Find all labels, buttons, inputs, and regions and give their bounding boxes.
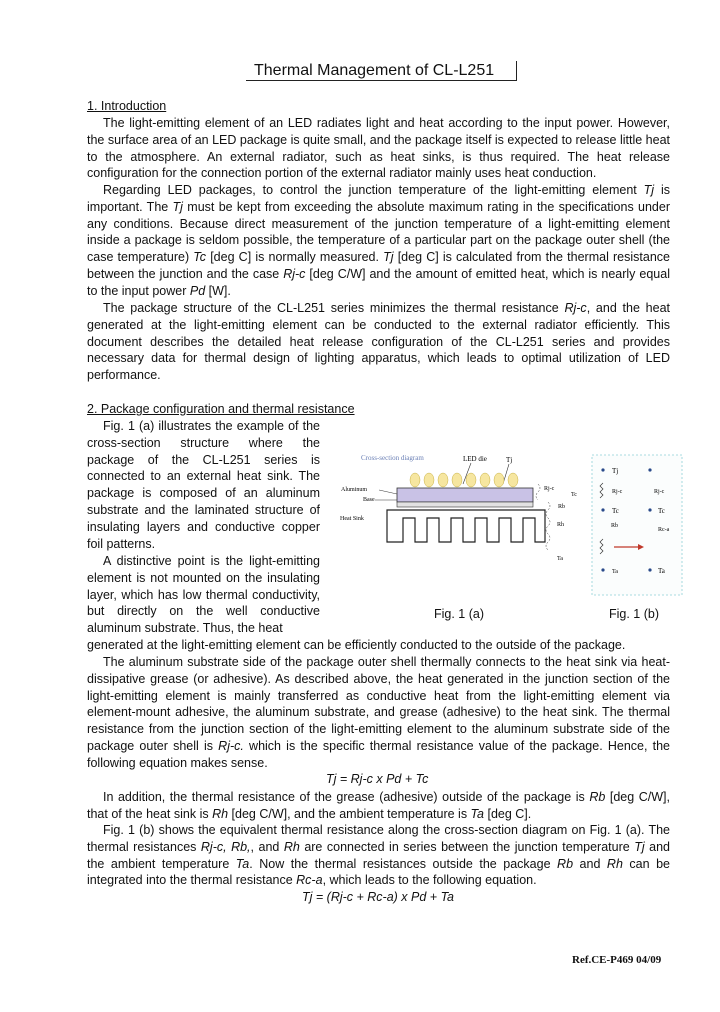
fig-a-base-label: Base bbox=[363, 497, 375, 503]
fig-b-rjc2-label: Rj-c bbox=[654, 489, 665, 495]
figure-1a-caption: Fig. 1 (a) bbox=[434, 607, 485, 621]
intro-paragraph-1: The light-emitting element of an LED radiates light and heat according to the input power. However, the surface area of an LED package is quite small, and the package itself is expected to release little heat to the atmosphere. An external radiator, such as heat sinks, is thus required. The heat release configuration for the connection portion of the external radiator mainly uses heat conduction. bbox=[87, 116, 670, 181]
figure-1a-cross-section bbox=[335, 450, 575, 570]
figure-1b-thermal-circuit bbox=[592, 455, 682, 595]
config-paragraph-1: Fig. 1 (a) illustrates the example of the cross-section structure where the package of the CL-L251 series is connected to an external heat sink. The package is composed of an aluminum substrate and the laminated structure of insulating layers and conductive copper foil patterns. bbox=[87, 419, 320, 551]
fig-a-tj-label: Tj bbox=[506, 456, 513, 464]
page-title: Thermal Management of CL-L251 bbox=[246, 61, 517, 81]
fig-b-tc-label: Tc bbox=[612, 507, 619, 515]
fig-b-rb-label: Rb bbox=[611, 523, 619, 529]
config-paragraph-2: A distinctive point is the light-emitting element is not mounted on the insulating layer, which has low thermal conductivity, but directly on the well conductive aluminum substrate. Thus, the heat bbox=[87, 554, 320, 636]
config-paragraph-2-cont: generated at the light-emitting element can be efficiently conducted to the outside of the package. bbox=[87, 638, 626, 652]
equation-2: Tj = (Rj-c + Rc-a) x Pd + Ta bbox=[302, 890, 455, 904]
fig-b-ta2-label: Ta bbox=[658, 567, 665, 575]
fig-a-tc-label: Tc bbox=[571, 492, 577, 498]
package-body bbox=[397, 488, 533, 502]
heat-sink bbox=[387, 510, 545, 542]
fig-a-rjc-label: Rj-c bbox=[544, 486, 555, 492]
figure-1b-caption: Fig. 1 (b) bbox=[609, 607, 660, 621]
fig-a-rb-label: Rb bbox=[558, 504, 566, 510]
section-1-heading: 1. Introduction bbox=[87, 99, 167, 113]
fig-a-ta-label: Ta bbox=[557, 556, 563, 562]
fig-b-tc-label-2: Tc bbox=[658, 507, 665, 515]
document-reference: Ref.CE-P469 04/09 bbox=[572, 954, 662, 966]
fig-b-rca-label: Rc-a bbox=[658, 527, 670, 533]
intro-paragraph-3: The package structure of the CL-L251 series minimizes the thermal resistance Rj-c, and the heat generated at the light-emitting element can be conducted to the external radiator efficiently. This document describes the detailed heat release configuration of the CL-L251 series and provides necessary data for thermal design of lighting apparatus, which leads to optimal utilization of LED performance. bbox=[87, 301, 671, 383]
fig-a-title: Cross-section diagram bbox=[361, 454, 424, 462]
fig-b-ta1-label: Ta bbox=[612, 569, 618, 575]
fig-a-aluminum-label: Aluminum bbox=[341, 487, 368, 493]
equation-1: Tj = Rj-c x Pd + Tc bbox=[326, 772, 429, 786]
fig-a-rh-label: Rh bbox=[557, 522, 565, 528]
config-paragraph-4: In addition, the thermal resistance of the grease (adhesive) outside of the package is Rb [deg C/W], that of the heat sink is Rh [deg C/W], and the ambient temperature is Ta [deg C]. bbox=[87, 790, 670, 821]
fig-b-rjc1-label: Rj-c bbox=[612, 489, 623, 495]
fig-a-led-label: LED die bbox=[463, 455, 487, 463]
section-2-heading: 2. Package configuration and thermal resistance bbox=[87, 402, 355, 416]
grease-layer bbox=[397, 502, 533, 507]
fig-a-heatsink-label: Heat Sink bbox=[340, 516, 364, 522]
config-paragraph-3: The aluminum substrate side of the package outer shell thermally connects to the heat sink via heat-dissipative grease (or adhesive). As described above, the heat generated in the junction section of the light-emitting element is mainly transferred as conductive heat from the light-emitting element via element-mount adhesive, the aluminum substrate, and grease (adhesive) to the heat sink. The thermal resistance from the junction section of the light-emitting element to the aluminum substrate side of the package outer shell is Rj-c. which is the specific thermal resistance value of the package. Hence, the following equation makes sense. bbox=[87, 655, 670, 770]
intro-paragraph-2: Regarding LED packages, to control the junction temperature of the light-emitting element Tj is important. The Tj must be kept from exceeding the absolute maximum rating in the specifications under any conditions. Because direct measurement of the junction temperature of a light-emitting element inside a package is seldom possible, the temperature of a particular part on the package outer shell (the case temperature) Tc [deg C] is normally measured. Tj [deg C] is calculated from the thermal resistance between the junction and the case Rj-c [deg C/W] and the amount of emitted heat, which is nearly equal to the input power Pd [W]. bbox=[87, 183, 670, 298]
fig-b-tj-label: Tj bbox=[612, 467, 619, 475]
config-paragraph-5: Fig. 1 (b) shows the equivalent thermal resistance along the cross-section diagram on Fig. 1 (a). The thermal resistances Rj-c, Rb,, and Rh are connected in series between the junction temperature Tj and the ambient temperature Ta. Now the thermal resistances outside the package Rb and Rh can be integrated into the thermal resistance Rc-a, which leads to the following equation. bbox=[87, 823, 670, 888]
led-array bbox=[410, 473, 518, 487]
